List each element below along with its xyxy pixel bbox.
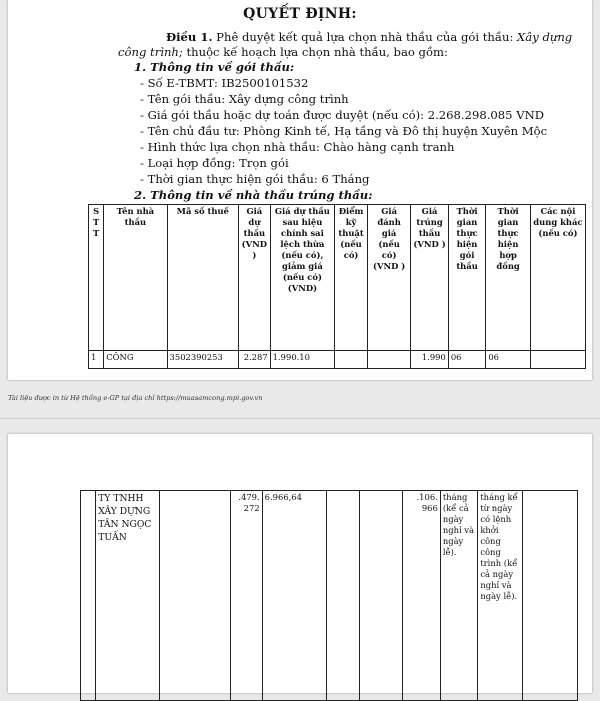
cell-winning-price: 1.990 [411, 351, 449, 369]
cell-other [530, 351, 585, 369]
cell-bid-price: .479. 272 [231, 491, 263, 701]
info-item: - Loại hợp đồng: Trọn gói [140, 156, 289, 170]
info-item: - Thời gian thực hiện gói thầu: 6 Tháng [140, 172, 370, 186]
cell-adjusted-price: 6.966,64 [262, 491, 326, 701]
article-1-line-2 [118, 45, 448, 59]
cell-winning-price: .106. 966 [403, 491, 441, 701]
info-item: - Số E-TBMT: IB2500101532 [140, 76, 309, 90]
header-cell: Giá dự thầu sau hiệu chính sai lệch thừa (nếu có), giảm giá (nếu có) (VND) [270, 205, 334, 351]
cell-contractor: CÔNG [104, 351, 167, 369]
info-item: - Hình thức lựa chọn nhà thầu: Chào hàng cạnh tranh [140, 140, 455, 154]
header-cell: Giá dự thầu (VND ) [239, 205, 271, 351]
cell-other [522, 491, 577, 701]
cell-bid-price: 2.287 [239, 351, 271, 369]
info-item: - Tên chủ đầu tư: Phòng Kinh tế, Hạ tầng và Đô thị huyện Xuyên Mộc [140, 124, 548, 138]
header-cell: Điểm kỹ thuật (nếu có) [335, 205, 368, 351]
cell-stt [81, 491, 96, 701]
winner-table-continued [80, 490, 578, 701]
header-cell: Thời gian thực hiện hợp đồng [486, 205, 531, 351]
print-footer: Tài liệu được in từ Hệ thống e-GP tại địa chỉ https://muasamcong.mpi.gov.vn [8, 394, 263, 402]
section-2-heading: 2. Thông tin về nhà thầu trúng thầu: [134, 188, 373, 202]
document-page-2 [8, 434, 592, 693]
header-cell: Thời gian thực hiện gói thầu [448, 205, 486, 351]
header-cell: Giá đánh giá (nếu có) (VND ) [367, 205, 410, 351]
article-label: Điều 1. [166, 30, 213, 44]
table-header-row [89, 205, 586, 351]
info-item: - Tên gói thầu: Xây dựng công trình [140, 92, 349, 106]
package-name-italic: Xây dựng [517, 30, 573, 44]
cell-stt: 1 [89, 351, 104, 369]
cell-contract-duration: 06 [486, 351, 531, 369]
cell-technical-score [327, 491, 360, 701]
article-text: Phê duyệt kết quả lựa chọn nhà thầu của gói thầu: [216, 30, 514, 44]
cell-evaluated-price [367, 351, 410, 369]
document-title: QUYẾT ĐỊNH: [243, 6, 357, 22]
page-separator [0, 418, 600, 419]
article-text-cont: thuộc kế hoạch lựa chọn nhà thầu, bao gồm: [186, 45, 448, 59]
header-cell: Mã số thuế [167, 205, 239, 351]
header-cell: S T T [89, 205, 104, 351]
cell-package-duration: 06 [448, 351, 486, 369]
cell-package-duration: tháng (kể cả ngày nghỉ và ngày lễ). [440, 491, 478, 701]
header-cell: Các nội dung khác (nếu có) [530, 205, 585, 351]
winner-table [88, 204, 586, 369]
info-item: - Giá gói thầu hoặc dự toán được duyệt (nếu có): 2.268.298.085 VND [140, 108, 545, 122]
cell-adjusted-price: 1.990.10 [270, 351, 334, 369]
cell-technical-score [335, 351, 368, 369]
cell-tax-code: 3502390253 [167, 351, 239, 369]
header-cell: Giá trúng thầu (VND ) [411, 205, 449, 351]
cell-evaluated-price [359, 491, 402, 701]
document-page-1 [8, 0, 592, 380]
table-row [81, 491, 578, 701]
table-row [89, 351, 586, 369]
package-name-italic-cont: công trình; [118, 45, 183, 59]
cell-contractor: TY TNHH XÂY DỰNG TÂN NGỌC TUẤN [96, 491, 159, 701]
cell-contract-duration: tháng kể từ ngày có lệnh khởi công công trình (kể cả ngày nghỉ và ngày lễ). [478, 491, 523, 701]
section-1-heading: 1. Thông tin về gói thầu: [134, 60, 295, 74]
header-cell: Tên nhà thầu [104, 205, 167, 351]
cell-tax-code [159, 491, 231, 701]
article-1-line [166, 30, 572, 44]
